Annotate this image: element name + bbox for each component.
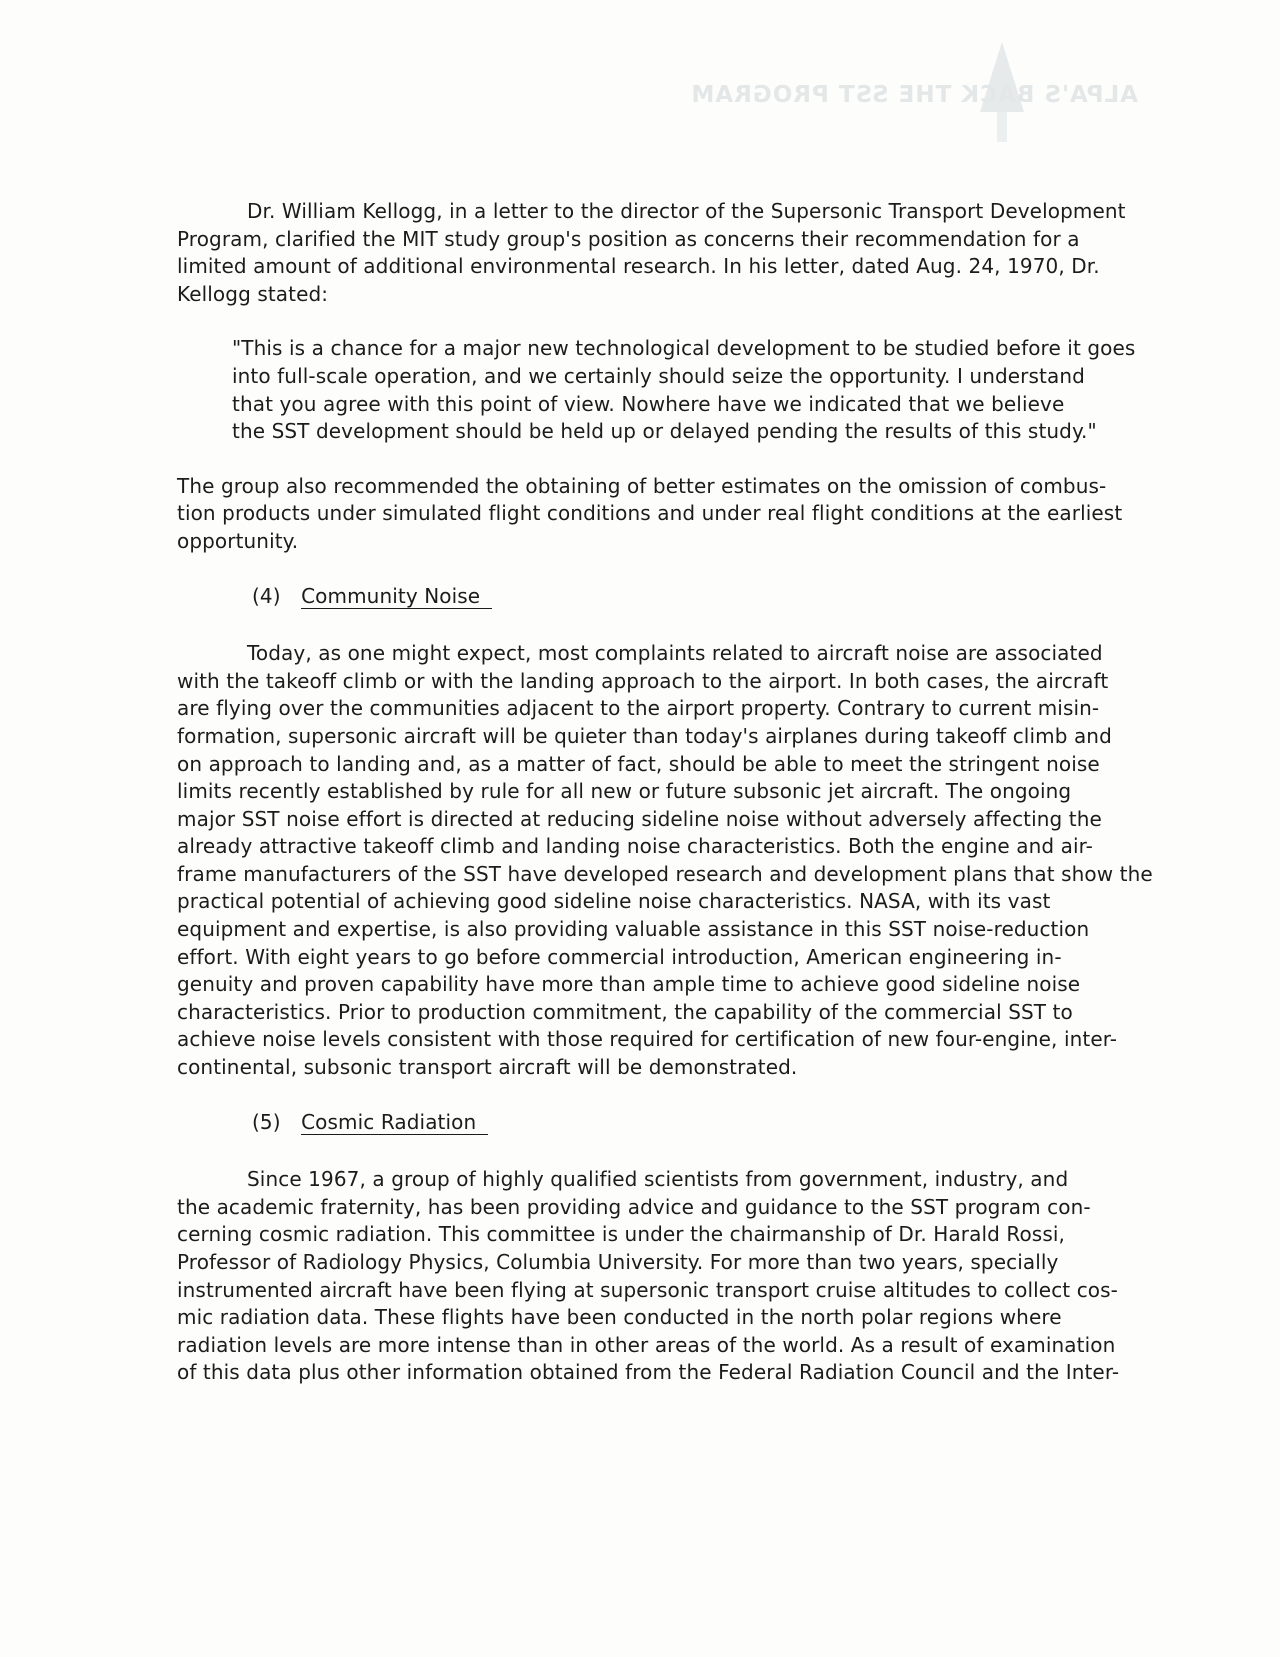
text-line: Program, clarified the MIT study group's position as concerns their recommendation for a xyxy=(177,226,1080,251)
text-line: already attractive takeoff climb and landing noise characteristics. Both the engine and air- xyxy=(177,834,1093,859)
document-body xyxy=(177,198,1177,1387)
text-line: Kellogg stated: xyxy=(177,281,329,306)
quote-line: the SST development should be held up or delayed pending the results of this study." xyxy=(232,419,1097,444)
text-line: characteristics. Prior to production commitment, the capability of the commercial SST to xyxy=(177,999,1073,1024)
text-line: the academic fraternity, has been providing advice and guidance to the SST program con- xyxy=(177,1194,1091,1219)
quote-line: into full-scale operation, and we certainly should seize the opportunity. I understand xyxy=(232,363,1085,388)
section-number: (4) xyxy=(252,583,281,608)
section-heading xyxy=(177,583,1177,611)
text-line: with the takeoff climb or with the landing approach to the airport. In both cases, the aircraft xyxy=(177,668,1109,693)
text-line: Today, as one might expect, most complaints related to aircraft noise are associated xyxy=(247,641,1103,666)
text-line: tion products under simulated flight conditions and under real flight conditions at the earliest xyxy=(177,501,1123,526)
spacer xyxy=(177,610,1177,640)
text-line: on approach to landing and, as a matter of fact, should be able to meet the stringent noise xyxy=(177,751,1100,776)
spacer xyxy=(177,308,1177,335)
text-line: are flying over the communities adjacent to the airport property. Contrary to current misin- xyxy=(177,696,1100,721)
text-line: Since 1967, a group of highly qualified scientists from government, industry, and xyxy=(247,1167,1069,1192)
section-cosmic-radiation xyxy=(177,1109,1177,1387)
block-quote xyxy=(177,335,1177,445)
spacer xyxy=(177,556,1177,583)
text-line: genuity and proven capability have more than ample time to achieve good sideline noise xyxy=(177,972,1081,997)
section-heading xyxy=(177,1109,1177,1137)
spacer xyxy=(177,1136,1177,1166)
text-line: practical potential of achieving good sideline noise characteristics. NASA, with its vast xyxy=(177,889,1051,914)
text-line: effort. With eight years to go before commercial introduction, American engineering in- xyxy=(177,944,1062,969)
text-line: The group also recommended the obtaining of better estimates on the omission of combus- xyxy=(177,473,1107,498)
text-line: formation, supersonic aircraft will be quieter than today's airplanes during takeoff climb and xyxy=(177,723,1112,748)
spacer xyxy=(177,1082,1177,1109)
section-title: Community Noise xyxy=(301,584,492,609)
text-line: mic radiation data. These flights have been conducted in the north polar regions where xyxy=(177,1305,1062,1330)
text-line: limited amount of additional environmental research. In his letter, dated Aug. 24, 1970, Dr. xyxy=(177,254,1100,279)
section-number: (5) xyxy=(252,1109,281,1134)
text-line: cerning cosmic radiation. This committee is under the chairmanship of Dr. Harald Rossi, xyxy=(177,1222,1065,1247)
text-line: achieve noise levels consistent with those required for certification of new four-engine, inter- xyxy=(177,1027,1118,1052)
text-line: instrumented aircraft have been flying at supersonic transport cruise altitudes to collect cos- xyxy=(177,1277,1118,1302)
paragraph-kellogg-letter xyxy=(177,198,1177,308)
text-line: limits recently established by rule for all new or future subsonic jet aircraft. The ongoing xyxy=(177,779,1072,804)
text-line: equipment and expertise, is also providing valuable assistance in this SST noise-reduction xyxy=(177,917,1090,942)
spacer xyxy=(177,446,1177,473)
quote-line: that you agree with this point of view. Nowhere have we indicated that we believe xyxy=(232,391,1065,416)
section-title: Cosmic Radiation xyxy=(301,1110,488,1135)
section-community-noise xyxy=(177,583,1177,1082)
text-line: Professor of Radiology Physics, Columbia University. For more than two years, specially xyxy=(177,1250,1059,1274)
text-line: major SST noise effort is directed at reducing sideline noise without adversely affecting the xyxy=(177,806,1102,831)
text-line: radiation levels are more intense than in other areas of the world. As a result of examination xyxy=(177,1332,1116,1357)
quote-line: "This is a chance for a major new technological development to be studied before it goes xyxy=(232,336,1136,361)
text-line: Dr. William Kellogg, in a letter to the director of the Supersonic Transport Development xyxy=(247,199,1126,223)
paragraph-group-recommendation xyxy=(177,473,1177,556)
text-line: of this data plus other information obtained from the Federal Radiation Council and the Inter- xyxy=(177,1360,1120,1385)
bleed-through-header: ALPA'S BACK THE SST PROGRAM xyxy=(690,82,1138,108)
text-line: frame manufacturers of the SST have developed research and development plans that show the xyxy=(177,861,1153,886)
text-line: opportunity. xyxy=(177,528,299,553)
text-line: continental, subsonic transport aircraft will be demonstrated. xyxy=(177,1055,798,1080)
